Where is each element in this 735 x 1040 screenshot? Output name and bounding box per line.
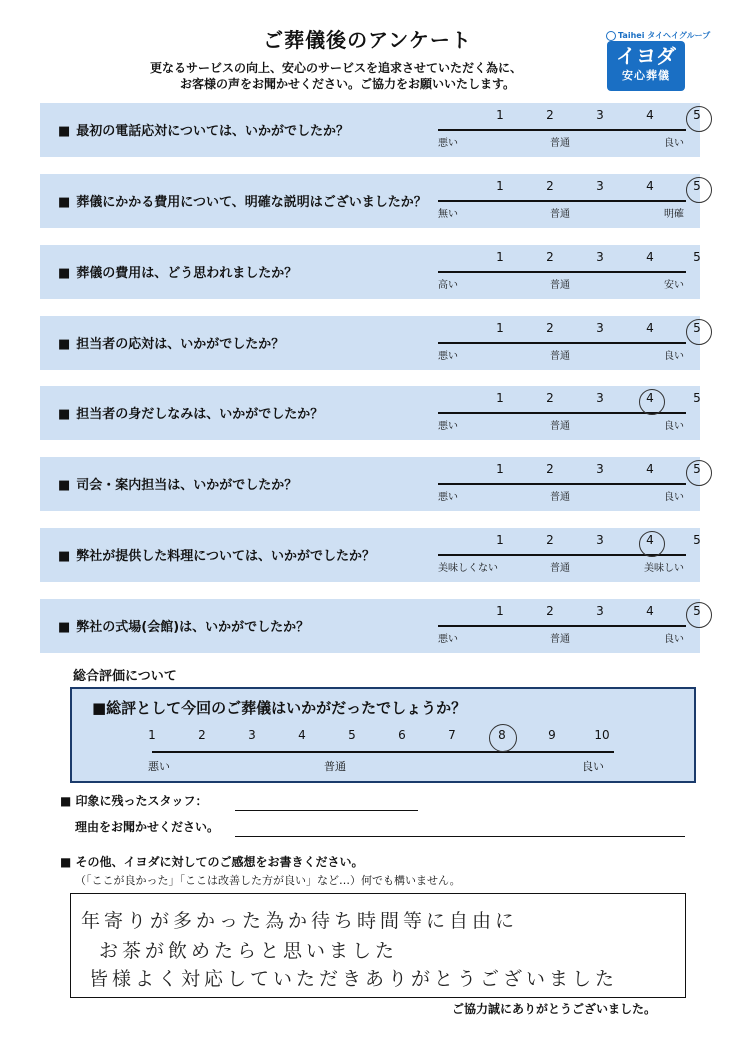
selected-answer-circle xyxy=(639,531,665,557)
bullet-square-icon: ■ xyxy=(58,478,71,493)
scale-line xyxy=(438,342,686,344)
scale-high-label: 良い xyxy=(664,492,684,503)
overall-high-label: 良い xyxy=(582,760,604,773)
question-label: 葬儀にかかる費用について、明確な説明はございましたか？ xyxy=(76,195,427,210)
scale-low-label: 悪い xyxy=(438,492,458,503)
rating-option[interactable]: 4 xyxy=(646,533,654,547)
rating-option[interactable]: 4 xyxy=(646,604,654,618)
rating-option[interactable]: 2 xyxy=(546,391,554,405)
scale-mid-label: 普通 xyxy=(550,351,570,362)
rating-option[interactable]: 3 xyxy=(596,462,604,476)
scale-mid-label: 普通 xyxy=(550,280,570,291)
rating-option[interactable]: 4 xyxy=(646,108,654,122)
question-label: 司会・案内担当は、いかがでしたか？ xyxy=(76,478,298,493)
thanks-text: ご協力誠にありがとうございました。 xyxy=(452,1002,657,1016)
staff-answer-line[interactable] xyxy=(235,810,418,811)
question-label: 葬儀の費用は、どう思われましたか？ xyxy=(76,266,298,281)
scale-low-label: 悪い xyxy=(438,634,458,645)
comment-line-3: 皆様よく対応していただきありがとうございました xyxy=(89,968,619,990)
rating-option[interactable]: 2 xyxy=(546,179,554,193)
reason-question: 理由をお聞かせください。 xyxy=(75,820,220,834)
bullet-square-icon: ■ xyxy=(58,266,71,281)
overall-mid-label: 普通 xyxy=(324,760,346,773)
selected-answer-circle xyxy=(639,389,665,415)
scale-high-label: 良い xyxy=(664,634,684,645)
question-row xyxy=(40,103,700,157)
overall-rating-option[interactable]: 2 xyxy=(198,728,206,742)
intro-text xyxy=(150,60,522,92)
rating-option[interactable]: 1 xyxy=(496,321,504,335)
rating-option[interactable]: 3 xyxy=(596,533,604,547)
rating-option[interactable]: 1 xyxy=(496,250,504,264)
scale-high-label: 良い xyxy=(664,351,684,362)
question-label: 担当者の応対は、いかがでしたか？ xyxy=(76,337,285,352)
intro-line-2: お客様の声をお聞かせください。ご協力をお願いいたします。 xyxy=(180,77,516,91)
scale-mid-label: 普通 xyxy=(550,563,570,574)
scale-low-label: 美味しくない xyxy=(438,563,498,574)
scale-high-label: 美味しい xyxy=(644,563,684,574)
rating-option[interactable]: 3 xyxy=(596,604,604,618)
overall-heading: 総合評価について xyxy=(73,669,177,684)
other-question: ■ その他、イヨダに対してのご感想をお書きください。 xyxy=(60,855,364,869)
rating-option[interactable]: 1 xyxy=(496,179,504,193)
rating-option[interactable]: 1 xyxy=(496,391,504,405)
rating-option[interactable]: 5 xyxy=(693,250,701,264)
question-row xyxy=(40,245,700,299)
intro-line-1: 更なるサービスの向上、安心のサービスを追求させていただく為に、 xyxy=(150,61,523,75)
rating-scale xyxy=(438,103,701,157)
rating-option[interactable]: 5 xyxy=(693,604,701,618)
bullet-square-icon: ■ xyxy=(58,549,71,564)
rating-option[interactable]: 2 xyxy=(546,533,554,547)
other-subtext: （「ここが良かった」「ここは改善した方が良い」など…）何でも構いません。 xyxy=(75,874,461,887)
scale-line xyxy=(438,271,686,273)
question-text xyxy=(58,120,349,139)
overall-rating-option[interactable]: 7 xyxy=(448,728,456,742)
rating-option[interactable]: 5 xyxy=(693,462,701,476)
rating-scale xyxy=(438,386,701,440)
question-text xyxy=(58,333,284,352)
question-row xyxy=(40,316,700,370)
brand-name: イヨダ xyxy=(616,44,676,68)
scale-line xyxy=(438,483,686,485)
question-row xyxy=(40,528,700,582)
overall-rating-box xyxy=(70,687,696,783)
overall-rating-option[interactable]: 9 xyxy=(548,728,556,742)
overall-rating-option[interactable]: 10 xyxy=(594,728,610,742)
rating-option[interactable]: 1 xyxy=(496,462,504,476)
rating-option[interactable]: 3 xyxy=(596,391,604,405)
rating-option[interactable]: 4 xyxy=(646,321,654,335)
scale-high-label: 良い xyxy=(664,138,684,149)
question-text xyxy=(58,191,427,210)
overall-low-label: 悪い xyxy=(148,760,170,773)
rating-option[interactable]: 2 xyxy=(546,250,554,264)
selected-answer-circle xyxy=(686,177,712,203)
question-text xyxy=(58,403,323,422)
overall-rating-option[interactable]: 4 xyxy=(298,728,306,742)
reason-answer-line[interactable] xyxy=(235,836,685,837)
scale-line xyxy=(438,625,686,627)
bullet-square-icon: ■ xyxy=(58,124,71,139)
scale-mid-label: 普通 xyxy=(550,138,570,149)
group-name: Taihei タイヘイグループ xyxy=(618,31,711,40)
scale-mid-label: 普通 xyxy=(550,421,570,432)
bullet-square-icon: ■ xyxy=(58,620,71,635)
question-label: 担当者の身だしなみは、いかがでしたか？ xyxy=(76,407,324,422)
question-label: 弊社の式場(会館)は、いかがでしたか？ xyxy=(76,620,310,635)
overall-scale xyxy=(148,721,614,781)
rating-option[interactable]: 2 xyxy=(546,462,554,476)
question-row xyxy=(40,174,700,228)
rating-option[interactable]: 4 xyxy=(646,179,654,193)
selected-answer-circle xyxy=(686,106,712,132)
selected-answer-circle xyxy=(686,319,712,345)
question-text xyxy=(58,616,309,635)
rating-option[interactable]: 5 xyxy=(693,179,701,193)
rating-option[interactable]: 5 xyxy=(693,108,701,122)
comment-line-1: 年寄りが多かった為か待ち時間等に自由に xyxy=(81,910,519,932)
bullet-square-icon: ■ xyxy=(58,195,71,210)
rating-option[interactable]: 4 xyxy=(646,462,654,476)
rating-option[interactable]: 1 xyxy=(496,604,504,618)
scale-low-label: 高い xyxy=(438,280,458,291)
rating-option[interactable]: 4 xyxy=(646,250,654,264)
rating-scale xyxy=(438,599,701,653)
selected-answer-circle xyxy=(686,602,712,628)
scale-mid-label: 普通 xyxy=(550,492,570,503)
scale-line xyxy=(438,200,686,202)
selected-answer-circle xyxy=(686,460,712,486)
overall-rating-option[interactable]: 5 xyxy=(348,728,356,742)
rating-scale xyxy=(438,174,701,228)
question-text xyxy=(58,545,375,564)
comment-line-2: お茶が飲めたらと思いました xyxy=(99,940,399,962)
brand-logo xyxy=(607,41,685,91)
scale-mid-label: 普通 xyxy=(550,209,570,220)
overall-rating-option[interactable]: 8 xyxy=(498,728,506,742)
rating-option[interactable]: 3 xyxy=(596,108,604,122)
rating-scale xyxy=(438,245,701,299)
question-label: 弊社が提供した料理については、いかがでしたか？ xyxy=(76,549,376,564)
rating-option[interactable]: 3 xyxy=(596,321,604,335)
rating-option[interactable]: 3 xyxy=(596,179,604,193)
staff-question: ■ 印象に残ったスタッフ： xyxy=(60,794,208,808)
rating-option[interactable]: 3 xyxy=(596,250,604,264)
brand-tagline: 安心葬儀 xyxy=(622,69,670,82)
scale-low-label: 悪い xyxy=(438,138,458,149)
rating-option[interactable]: 1 xyxy=(496,108,504,122)
rating-scale xyxy=(438,316,701,370)
scale-high-label: 明確 xyxy=(664,209,684,220)
overall-rating-option[interactable]: 6 xyxy=(398,728,406,742)
rating-option[interactable]: 1 xyxy=(496,533,504,547)
overall-question: ■総評として今回のご葬儀はいかがだったでしょうか？ xyxy=(92,699,467,717)
rating-option[interactable]: 4 xyxy=(646,391,654,405)
scale-low-label: 悪い xyxy=(438,421,458,432)
question-text xyxy=(58,474,297,493)
page-title: ご葬儀後のアンケート xyxy=(263,28,472,52)
rating-option[interactable]: 5 xyxy=(693,391,701,405)
scale-mid-label: 普通 xyxy=(550,634,570,645)
taihei-mark-icon xyxy=(606,31,616,41)
scale-high-label: 安い xyxy=(664,280,684,291)
scale-low-label: 悪い xyxy=(438,351,458,362)
scale-line xyxy=(438,129,686,131)
rating-option[interactable]: 2 xyxy=(546,108,554,122)
rating-option[interactable]: 5 xyxy=(693,533,701,547)
question-row xyxy=(40,599,700,653)
scale-high-label: 良い xyxy=(664,421,684,432)
question-row xyxy=(40,386,700,440)
group-logo xyxy=(606,30,710,41)
overall-rating-option[interactable]: 1 xyxy=(148,728,156,742)
comment-box[interactable] xyxy=(70,893,686,998)
question-row xyxy=(40,457,700,511)
overall-selected-circle xyxy=(489,724,517,752)
bullet-square-icon: ■ xyxy=(58,407,71,422)
rating-option[interactable]: 2 xyxy=(546,321,554,335)
rating-option[interactable]: 5 xyxy=(693,321,701,335)
overall-rating-option[interactable]: 3 xyxy=(248,728,256,742)
rating-option[interactable]: 2 xyxy=(546,604,554,618)
bullet-square-icon: ■ xyxy=(58,337,71,352)
overall-scale-line xyxy=(152,751,614,753)
question-label: 最初の電話応対については、いかがでしたか？ xyxy=(76,124,350,139)
scale-low-label: 無い xyxy=(438,209,458,220)
rating-scale xyxy=(438,528,701,582)
rating-scale xyxy=(438,457,701,511)
question-text xyxy=(58,262,297,281)
